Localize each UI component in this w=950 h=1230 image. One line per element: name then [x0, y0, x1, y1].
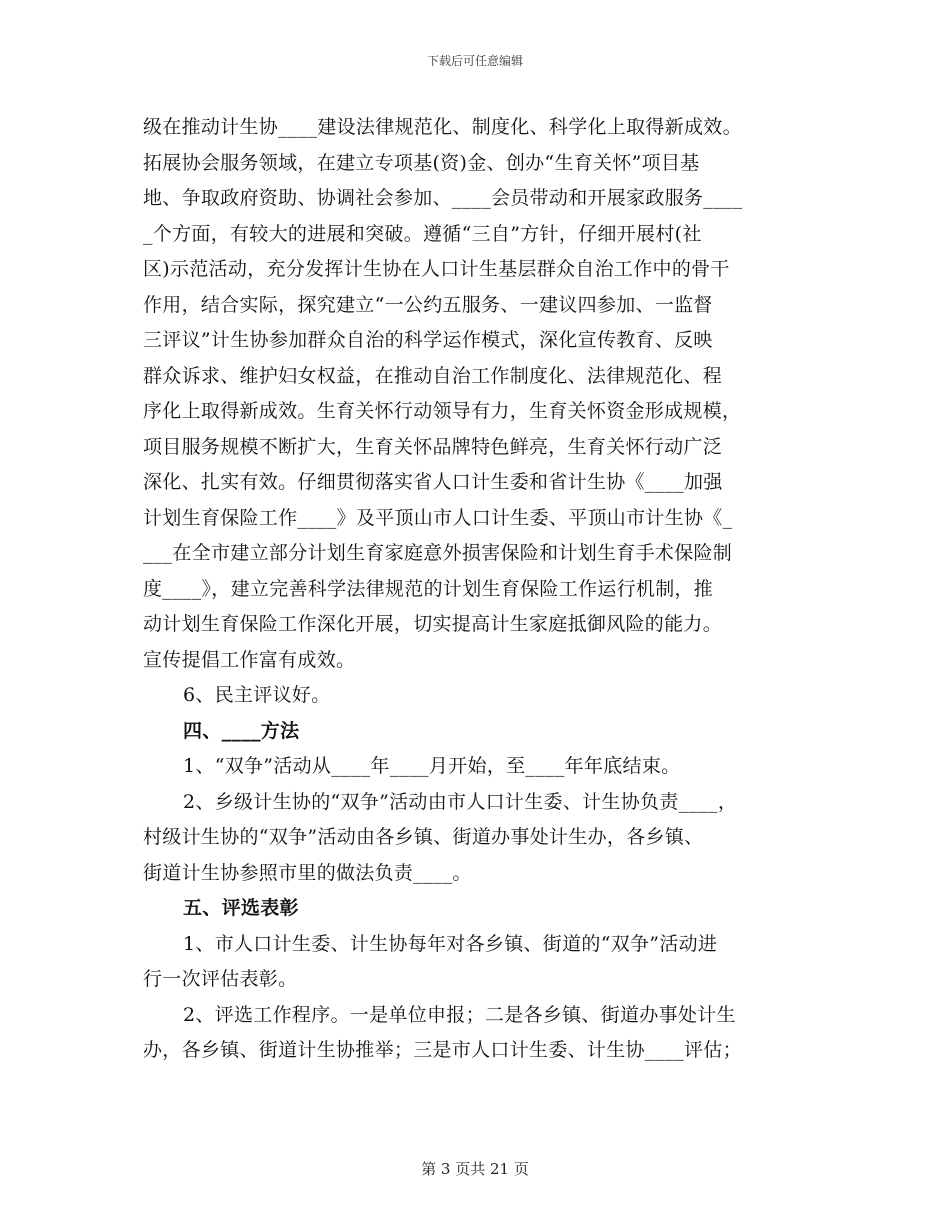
page-footer: 第 3 页共 21 页: [421, 1160, 529, 1178]
body-line: 深化、扎实有效。仔细贯彻落实省人口计生委和省计生协《____加强: [143, 471, 723, 493]
body-line: 村级计生协的“双争”活动由各乡镇、街道办事处计生办，各乡镇、: [143, 826, 704, 848]
body-line: 宣传提倡工作富有成效。: [143, 648, 356, 671]
list-item: 1、“双争”活动从____年____月开始，至____年年底结束。: [183, 755, 681, 777]
body-line: 级在推动计生协____建设法律规范化、制度化、科学化上取得新成效。: [143, 116, 742, 138]
list-item: 2、评选工作程序。一是单位申报；二是各乡镇、街道办事处计生: [183, 1003, 736, 1026]
body-line: 行一次评估表彰。: [143, 968, 298, 990]
body-line: 序化上取得新成效。生育关怀行动领导有力，生育关怀资金形成规模，: [143, 400, 742, 422]
page-header: 下载后可任意编辑: [426, 54, 523, 68]
body-line: 群众诉求、维护妇女权益，在推动自治工作制度化、法律规范化、程: [143, 364, 723, 387]
list-item: 2、乡级计生协的“双争”活动由市人口计生委、计生协负责____，: [183, 790, 738, 813]
section-heading: 五、评选表彰: [183, 897, 299, 919]
section-heading: 四、____方法: [183, 719, 300, 742]
document-body: [143, 110, 811, 1069]
body-line: 地、争取政府资助、协调社会参加、____会员带动和开展家政服务____: [143, 187, 743, 209]
body-line: 计划生育保险工作____》及平顶山市人口计生委、平顶山市计生协《_: [143, 506, 733, 529]
body-line: 度____》，建立完善科学法律规范的计划生育保险工作运行机制，推: [143, 577, 714, 600]
body-line: 三评议”计生协参加群众自治的科学运作模式，深化宣传教育、反映: [143, 329, 713, 351]
body-line: 拓展协会服务领域，在建立专项基(资)金、创办“生育关怀”项目基: [143, 151, 700, 174]
list-item: 1、市人口计生委、计生协每年对各乡镇、街道的“双争”活动进: [183, 932, 718, 955]
list-item: 6、民主评议好。: [183, 684, 331, 706]
body-line: ___在全市建立部分计划生育家庭意外损害保险和计划生育手术保险制: [143, 542, 733, 564]
body-line: 办，各乡镇、街道计生协推举；三是市人口计生委、计生协____评估；: [143, 1039, 742, 1061]
body-line: _个方面，有较大的进展和突破。遵循“三自”方针，仔细开展村(社: [143, 222, 702, 245]
body-line: 区)示范活动，充分发挥计生协在人口计生基层群众自治工作中的骨干: [143, 258, 730, 280]
body-line: 作用，结合实际，探究建立“一公约五服务、一建议四参加、一监督: [143, 293, 713, 316]
body-line: 动计划生育保险工作深化开展，切实提高计生家庭抵御风险的能力。: [143, 613, 723, 635]
body-line: 项目服务规模不断扩大，生育关怀品牌特色鲜亮，生育关怀行动广泛: [143, 435, 723, 458]
body-line: 街道计生协参照市里的做法负责____。: [143, 861, 472, 884]
